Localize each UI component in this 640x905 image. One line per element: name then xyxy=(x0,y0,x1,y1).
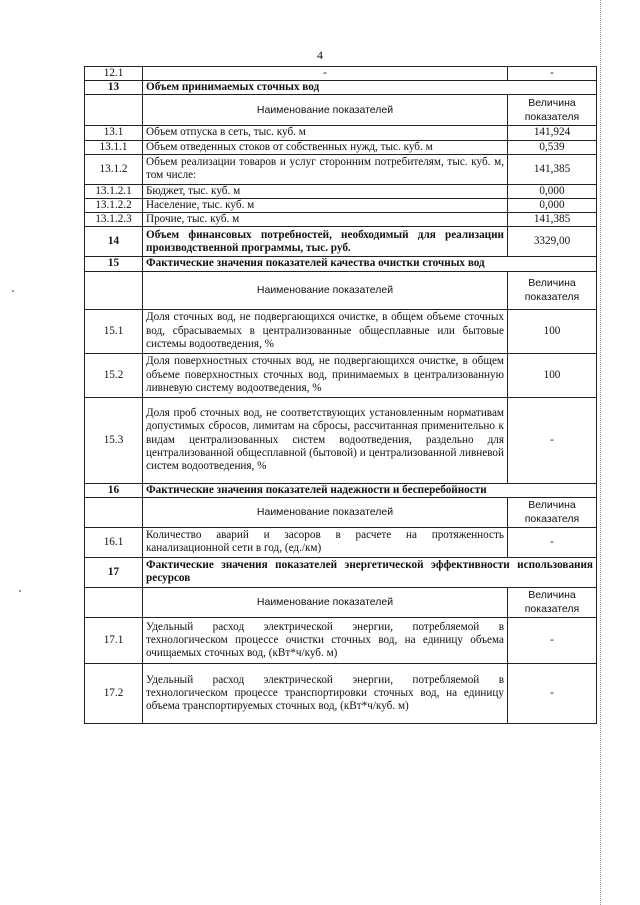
row-value: - xyxy=(508,397,597,483)
header-name: Наименование показателей xyxy=(143,271,508,309)
header-value xyxy=(508,587,597,617)
row-number: 16.1 xyxy=(85,527,143,557)
row-number: 17.2 xyxy=(85,663,143,723)
row-number: 13.1.2.2 xyxy=(85,199,143,213)
table-row xyxy=(85,397,597,483)
row-value: 141,385 xyxy=(508,213,597,227)
row-name: Доля поверхностных сточных вод, не подвергающихся очистке, в общем объеме поверхностных сточных вод, принимаемых в централизованную ливневую систему водоотведения, % xyxy=(143,353,508,397)
section-row xyxy=(85,483,597,497)
margin-dotted-line xyxy=(600,0,601,905)
row-number: 13.1 xyxy=(85,126,143,140)
row-value: 0,539 xyxy=(508,140,597,154)
row-number: 13.1.2 xyxy=(85,154,143,184)
header-row xyxy=(85,271,597,309)
header-name: Наименование показателей xyxy=(143,587,508,617)
section-title: Фактические значения показателей энергетической эффективности использования ресурсов xyxy=(143,557,597,587)
scan-speck xyxy=(12,290,14,292)
row-name: Население, тыс. куб. м xyxy=(143,199,508,213)
table-row xyxy=(85,67,597,81)
header-blank xyxy=(85,587,143,617)
header-row xyxy=(85,497,597,527)
table-row xyxy=(85,527,597,557)
header-blank xyxy=(85,95,143,126)
row-value: - xyxy=(508,617,597,663)
row-number: 13.1.2.1 xyxy=(85,184,143,198)
table-row xyxy=(85,199,597,213)
row-number: 15.2 xyxy=(85,353,143,397)
section-title: Объем финансовых потребностей, необходимый для реализации производственной программы, тыс. руб. xyxy=(143,227,508,257)
header-value-line1: Величина xyxy=(528,277,576,290)
row-value: 0,000 xyxy=(508,199,597,213)
section-number: 14 xyxy=(85,227,143,257)
row-number: 13.1.1 xyxy=(85,140,143,154)
page-number: 4 xyxy=(317,48,323,62)
row-number: 12.1 xyxy=(85,67,143,81)
row-value: - xyxy=(508,663,597,723)
header-blank xyxy=(85,497,143,527)
header-blank xyxy=(85,271,143,309)
row-name: Количество аварий и засоров в расчете на протяженность канализационной сети в год, (ед./км) xyxy=(143,527,508,557)
header-value-line2: показателя xyxy=(524,513,580,526)
header-value xyxy=(508,95,597,126)
row-name: Объем отведенных стоков от собственных нужд, тыс. куб. м xyxy=(143,140,508,154)
section-value: 3329,00 xyxy=(508,227,597,257)
section-title: Фактические значения показателей качества очистки сточных вод xyxy=(143,257,597,271)
header-name: Наименование показателей xyxy=(143,95,508,126)
header-name: Наименование показателей xyxy=(143,497,508,527)
table-row xyxy=(85,353,597,397)
table-row xyxy=(85,154,597,184)
section-number: 13 xyxy=(85,81,143,95)
header-value-line2: показателя xyxy=(524,603,580,616)
scan-speck xyxy=(19,590,21,592)
indicators-table xyxy=(84,66,597,724)
row-name: Бюджет, тыс. куб. м xyxy=(143,184,508,198)
row-number: 15.1 xyxy=(85,309,143,353)
header-value xyxy=(508,497,597,527)
header-value-line2: показателя xyxy=(524,291,580,304)
row-number: 15.3 xyxy=(85,397,143,483)
row-value: - xyxy=(508,67,597,81)
table-row xyxy=(85,184,597,198)
section-row xyxy=(85,557,597,587)
header-value-line1: Величина xyxy=(528,97,576,110)
row-name: Объем отпуска в сеть, тыс. куб. м xyxy=(143,126,508,140)
row-value: 141,385 xyxy=(508,154,597,184)
section-row xyxy=(85,81,597,95)
row-name: Объем реализации товаров и услуг сторонним потребителям, тыс. куб. м, том числе: xyxy=(143,154,508,184)
row-number: 17.1 xyxy=(85,617,143,663)
section-number: 17 xyxy=(85,557,143,587)
table-row xyxy=(85,213,597,227)
row-name: Удельный расход электрической энергии, потребляемой в технологическом процессе очистки сточных вод, на единицу объема очищаемых сточных вод, (кВт*ч/куб. м) xyxy=(143,617,508,663)
table-row xyxy=(85,126,597,140)
row-value: 0,000 xyxy=(508,184,597,198)
row-number: 13.1.2.3 xyxy=(85,213,143,227)
table-row xyxy=(85,663,597,723)
header-value-line1: Величина xyxy=(528,499,576,512)
header-row xyxy=(85,95,597,126)
table-row xyxy=(85,309,597,353)
section-title: Объем принимаемых сточных вод xyxy=(143,81,597,95)
row-name: Доля проб сточных вод, не соответствующих установленным нормативам допустимых сбросов, лимитам на сбросы, рассчитанная применительно к видам централизованных систем водоотведения, раздельно для централизованной общесплавной (бытовой) и централизованной ливневой систем водоотведения, % xyxy=(143,397,508,483)
section-row xyxy=(85,227,597,257)
header-row xyxy=(85,587,597,617)
row-value: 100 xyxy=(508,309,597,353)
section-number: 15 xyxy=(85,257,143,271)
section-row xyxy=(85,257,597,271)
row-value: 141,924 xyxy=(508,126,597,140)
row-name: Доля сточных вод, не подвергающихся очистке, в общем объеме сточных вод, сбрасываемых в централизованные общесплавные или бытовые системы водоотведения, % xyxy=(143,309,508,353)
header-value-line1: Величина xyxy=(528,589,576,602)
section-number: 16 xyxy=(85,483,143,497)
header-value xyxy=(508,271,597,309)
row-name: - xyxy=(143,67,508,81)
row-name: Прочие, тыс. куб. м xyxy=(143,213,508,227)
header-value-line2: показателя xyxy=(524,111,580,124)
row-value: 100 xyxy=(508,353,597,397)
table-row xyxy=(85,617,597,663)
row-name: Удельный расход электрической энергии, потребляемой в технологическом процессе транспортировки сточных вод, на единицу объема транспортируемых сточных вод, (кВт*ч/куб. м) xyxy=(143,663,508,723)
table-row xyxy=(85,140,597,154)
section-title: Фактические значения показателей надежности и бесперебойности xyxy=(143,483,597,497)
row-value: - xyxy=(508,527,597,557)
